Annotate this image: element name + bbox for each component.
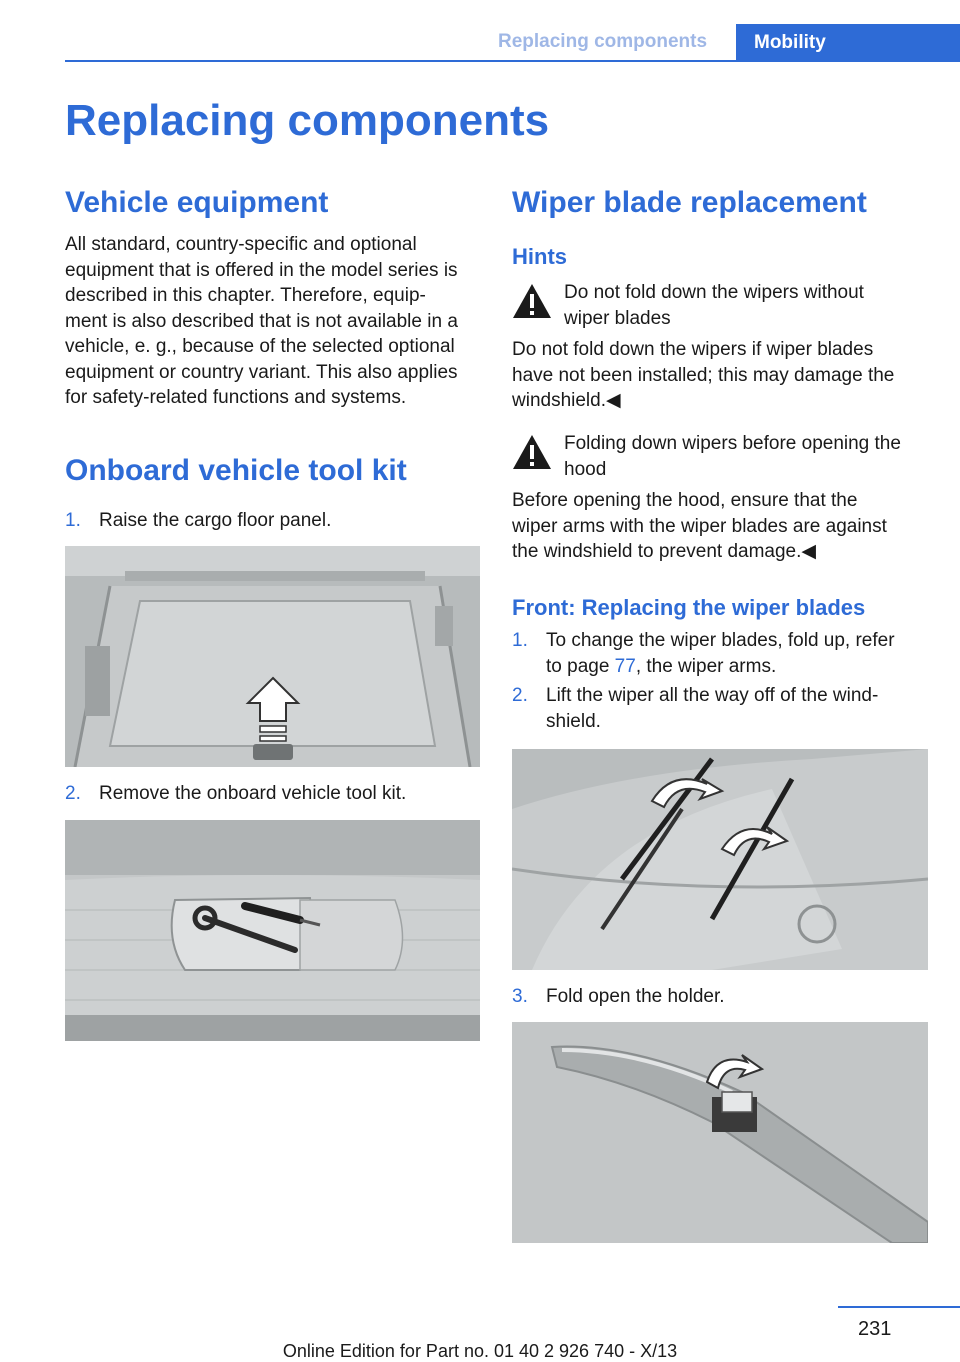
header-section-title: Replacing components <box>498 31 708 52</box>
wiper-step-2 <box>512 683 932 734</box>
warning-1-title <box>564 280 934 331</box>
text-line: wiper arms with the wiper blades are against <box>512 515 887 537</box>
page-ref-link[interactable]: 77 <box>614 655 636 677</box>
header-tab-mobility[interactable]: Mobility <box>736 24 960 61</box>
step-text: Fold open the holder. <box>546 986 725 1007</box>
step-number: 2. <box>512 685 528 706</box>
wiper-step-3 <box>512 984 932 1010</box>
wiper-lift-drawing <box>512 749 928 970</box>
tool-kit-illustration <box>65 820 480 1041</box>
tool-kit-step-1 <box>65 508 485 534</box>
heading-tool-kit: Onboard vehicle tool kit <box>65 454 407 487</box>
heading-vehicle-equipment: Vehicle equipment <box>65 186 329 219</box>
page-number: 231 <box>858 1318 892 1340</box>
warning-2-title <box>564 431 934 482</box>
heading-front-replacing: Front: Replacing the wiper blades <box>512 595 866 620</box>
step-text <box>546 628 895 679</box>
text-line: wiper blades <box>564 307 671 329</box>
text-line: Do not fold down the wipers if wiper blades <box>512 339 874 360</box>
heading-hints: Hints <box>512 244 567 269</box>
warning-1-body <box>512 337 932 414</box>
step-text: Remove the onboard vehicle tool kit. <box>99 783 407 804</box>
footer-rule <box>838 1306 960 1308</box>
step-text <box>546 683 878 734</box>
text-line: All standard, country-specific and optional <box>65 234 417 255</box>
step-number: 2. <box>65 783 81 804</box>
step-number: 1. <box>65 510 81 531</box>
warning-triangle-icon <box>512 434 552 470</box>
text-line: for safety-related functions and systems. <box>65 387 407 408</box>
step-text: Raise the cargo floor panel. <box>99 510 332 531</box>
tool-kit-step-2 <box>65 781 485 807</box>
tool-kit-drawing <box>65 820 480 1041</box>
wiper-step-1 <box>512 628 932 679</box>
step-number: 1. <box>512 630 528 651</box>
text-line: Lift the wiper all the way off of the wind- <box>546 685 879 706</box>
text-line: Do not fold down the wipers without <box>564 282 864 303</box>
wiper-lift-illustration <box>512 749 928 970</box>
holder-drawing <box>512 1022 928 1243</box>
text-line: have not been installed; this may damage the <box>512 364 895 386</box>
footer-edition-note: Online Edition for Part no. 01 40 2 926 740 - X/13 <box>282 1341 678 1361</box>
warning-2-body <box>512 488 932 565</box>
text-line: windshield.◀ <box>512 390 621 411</box>
text-line: Folding down wipers before opening the <box>564 433 901 454</box>
text-line: Before opening the hood, ensure that the <box>512 490 858 511</box>
holder-illustration <box>512 1022 928 1243</box>
text-fragment: , the wiper arms. <box>635 655 777 677</box>
text-line: hood <box>564 458 607 480</box>
page-title: Replacing components <box>65 96 550 145</box>
step-number: 3. <box>512 986 528 1007</box>
text-line: shield. <box>546 710 601 732</box>
text-line: To change the wiper blades, fold up, refer <box>546 630 895 651</box>
text-line: equipment that is offered in the model series is <box>65 259 458 281</box>
heading-wiper-replacement: Wiper blade replacement <box>512 186 867 219</box>
text-line: equipment or country variant. This also applies <box>65 361 458 383</box>
cargo-floor-drawing <box>65 546 480 767</box>
text-fragment: to page <box>546 655 615 677</box>
vehicle-equipment-text <box>65 232 485 411</box>
text-line: vehicle, e. g., because of the selected optional <box>65 336 455 357</box>
cargo-floor-illustration <box>65 546 480 767</box>
warning-icon-1 <box>512 283 552 324</box>
text-line: described in this chapter. Therefore, equip- <box>65 285 426 306</box>
warning-icon-2 <box>512 434 552 475</box>
text-line: ment is also described that is not available in a <box>65 310 458 332</box>
header-rule <box>65 60 960 62</box>
text-line: the windshield to prevent damage.◀ <box>512 541 817 562</box>
warning-triangle-icon <box>512 283 552 319</box>
